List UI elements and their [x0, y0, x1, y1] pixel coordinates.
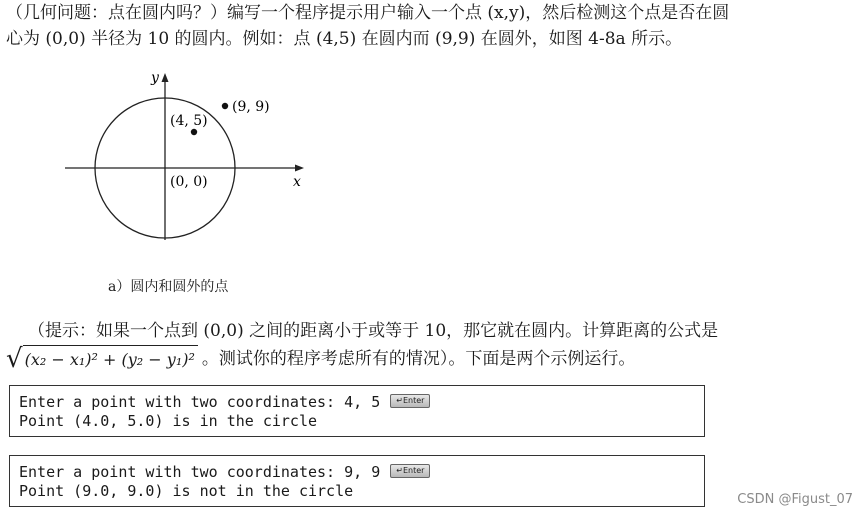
- radical-sign: √: [6, 344, 23, 374]
- y-axis-label: y: [151, 70, 159, 86]
- x-axis-label: x: [293, 174, 301, 190]
- sample-run-1: [9, 385, 705, 437]
- run-prompt-line: Enter a point with two coordinates: 4, 5: [19, 393, 381, 411]
- enter-key-icon: ↵Enter: [390, 394, 430, 408]
- hint-text-rest: 。测试你的程序考虑所有的情况）。下面是两个示例运行。: [201, 349, 636, 369]
- origin-label: (0, 0): [170, 174, 208, 190]
- circle-figure: [60, 70, 320, 270]
- point-inside: [191, 129, 197, 135]
- figure-caption: a）圆内和圆外的点: [108, 279, 229, 295]
- run-result-line: Point (4.0, 5.0) is in the circle: [19, 412, 318, 430]
- distance-formula: [6, 345, 198, 373]
- x-axis-arrow: [295, 165, 304, 172]
- point-outside-label: (9, 9): [232, 99, 270, 115]
- hint-text-line2: [6, 345, 635, 373]
- point-outside: [222, 103, 228, 109]
- problem-text-line2: 心为 (0,0) 半径为 10 的圆内。例如：点 (4,5) 在圆内而 (9,9) 在圆外，如图 4-8a 所示。: [6, 29, 683, 49]
- watermark: CSDN @Figust_07: [737, 492, 853, 507]
- hint-text-line1: （提示：如果一个点到 (0,0) 之间的距离小于或等于 10，那它就在圆内。计算距离的公式是: [28, 321, 719, 341]
- formula-body: (x₂ − x₁)² + (y₂ − y₁)²: [23, 345, 198, 373]
- y-axis-arrow: [162, 73, 169, 82]
- point-inside-label: (4, 5): [170, 113, 208, 129]
- run-result-line: Point (9.0, 9.0) is not in the circle: [19, 482, 354, 500]
- run-prompt-line: Enter a point with two coordinates: 9, 9: [19, 463, 381, 481]
- problem-text-line1: （几何问题：点在圆内吗？）编写一个程序提示用户输入一个点 (x,y)，然后检测这个点是否在圆: [6, 3, 730, 23]
- sample-run-2: [9, 455, 705, 507]
- enter-key-icon: ↵Enter: [390, 464, 430, 478]
